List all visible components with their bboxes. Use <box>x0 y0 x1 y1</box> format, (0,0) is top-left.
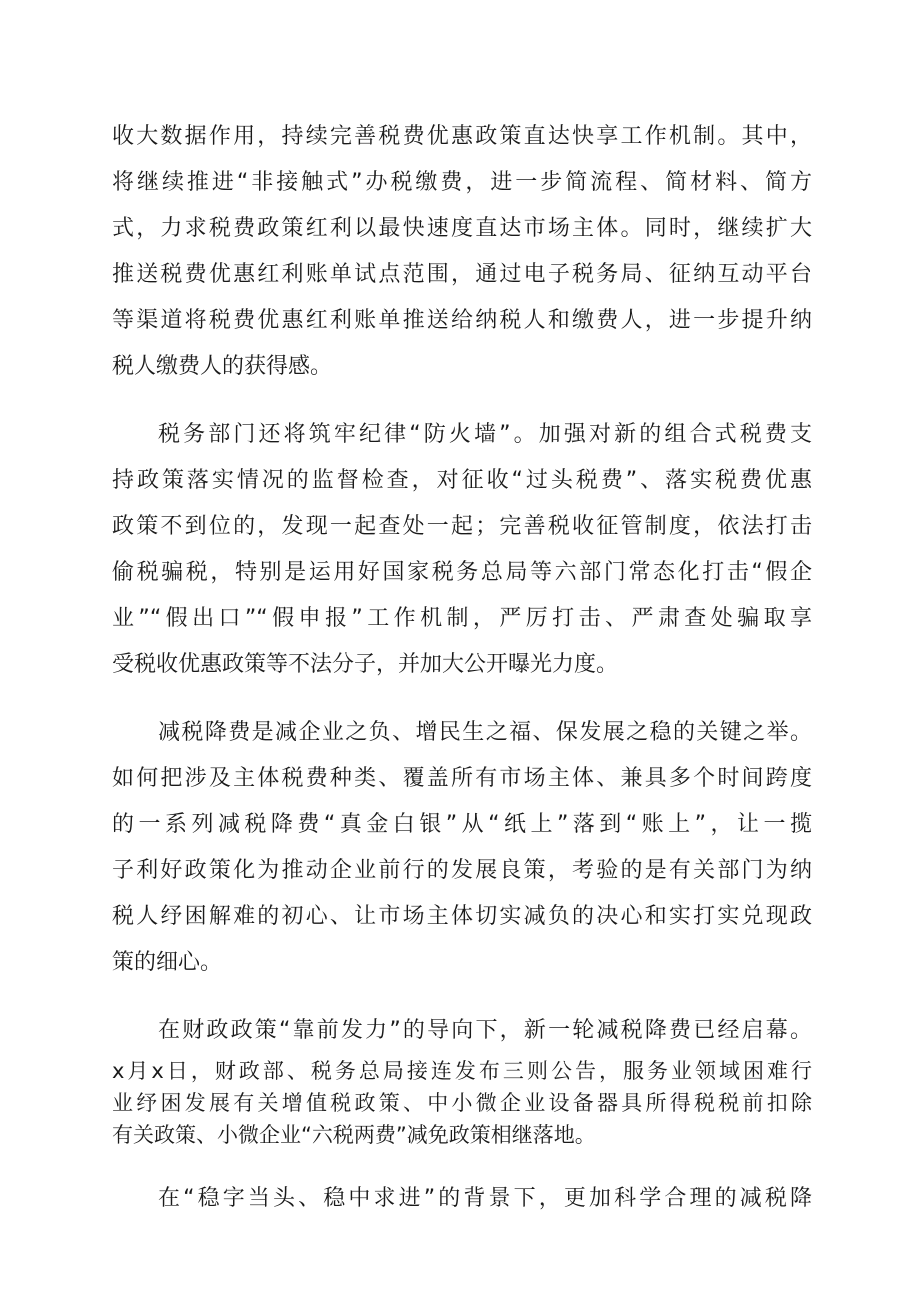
paragraph-3-line-1: 减税降费是减企业之负、增民生之福、保发展之稳的关键之举。 <box>158 720 812 745</box>
paragraph-4-line-4: 有关政策、小微企业“六税两费”减免政策相继落地。 <box>112 1123 596 1147</box>
paragraph-2-line-2: 持政策落实情况的监督检查，对征收“过头税费”、落实税费优惠 <box>112 468 812 493</box>
paragraph-1-line-6: 税人缴费人的获得感。 <box>112 354 333 379</box>
paragraph-2-line-1: 税务部门还将筑牢纪律“防火墙”。加强对新的组合式税费支 <box>158 422 812 447</box>
paragraph-5-line-1: 在“稳字当头、稳中求进”的背景下，更加科学合理的减税降 <box>158 1186 812 1211</box>
paragraph-4-line-2: x月x日，财政部、税务总局接连发布三则公告，服务业领域困难行 <box>112 1059 812 1083</box>
paragraph-1-line-1: 收大数据作用，持续完善税费优惠政策直达快享工作机制。其中， <box>112 124 812 149</box>
paragraph-3-line-3: 的一系列减税降费“真金白银”从“纸上”落到“账上”，让一揽 <box>112 812 812 837</box>
paragraph-2-line-3: 政策不到位的，发现一起查处一起；完善税收征管制度，依法打击 <box>112 514 812 539</box>
paragraph-2-line-6: 受税收优惠政策等不法分子，并加大公开曝光力度。 <box>112 652 619 677</box>
paragraph-3-line-6: 策的细心。 <box>112 950 223 975</box>
paragraph-4-line-3: 业纾困发展有关增值税政策、中小微企业设备器具所得税税前扣除 <box>112 1091 812 1115</box>
paragraph-1-line-2: 将继续推进“非接触式”办税缴费，进一步简流程、简材料、简方 <box>112 170 812 195</box>
paragraph-3-line-2: 如何把涉及主体税费种类、覆盖所有市场主体、兼具多个时间跨度 <box>112 766 812 791</box>
paragraph-1-line-5: 等渠道将税费优惠红利账单推送给纳税人和缴费人，进一步提升纳 <box>112 308 812 333</box>
paragraph-2-line-4: 偷税骗税，特别是运用好国家税务总局等六部门常态化打击“假企 <box>112 560 812 585</box>
paragraph-3-line-5: 税人纾困解难的初心、让市场主体切实减负的决心和实打实兑现政 <box>112 904 812 929</box>
paragraph-1-line-3: 式，力求税费政策红利以最快速度直达市场主体。同时，继续扩大 <box>112 216 812 241</box>
paragraph-1-line-4: 推送税费优惠红利账单试点范围，通过电子税务局、征纳互动平台 <box>112 262 812 287</box>
paragraph-2-line-5: 业”“假出口”“假申报”工作机制，严厉打击、严肃查处骗取享 <box>112 606 812 631</box>
paragraph-4-line-1: 在财政政策“靠前发力”的导向下，新一轮减税降费已经启幕。 <box>158 1018 813 1043</box>
paragraph-3-line-4: 子利好政策化为推动企业前行的发展良策，考验的是有关部门为纳 <box>112 858 812 883</box>
